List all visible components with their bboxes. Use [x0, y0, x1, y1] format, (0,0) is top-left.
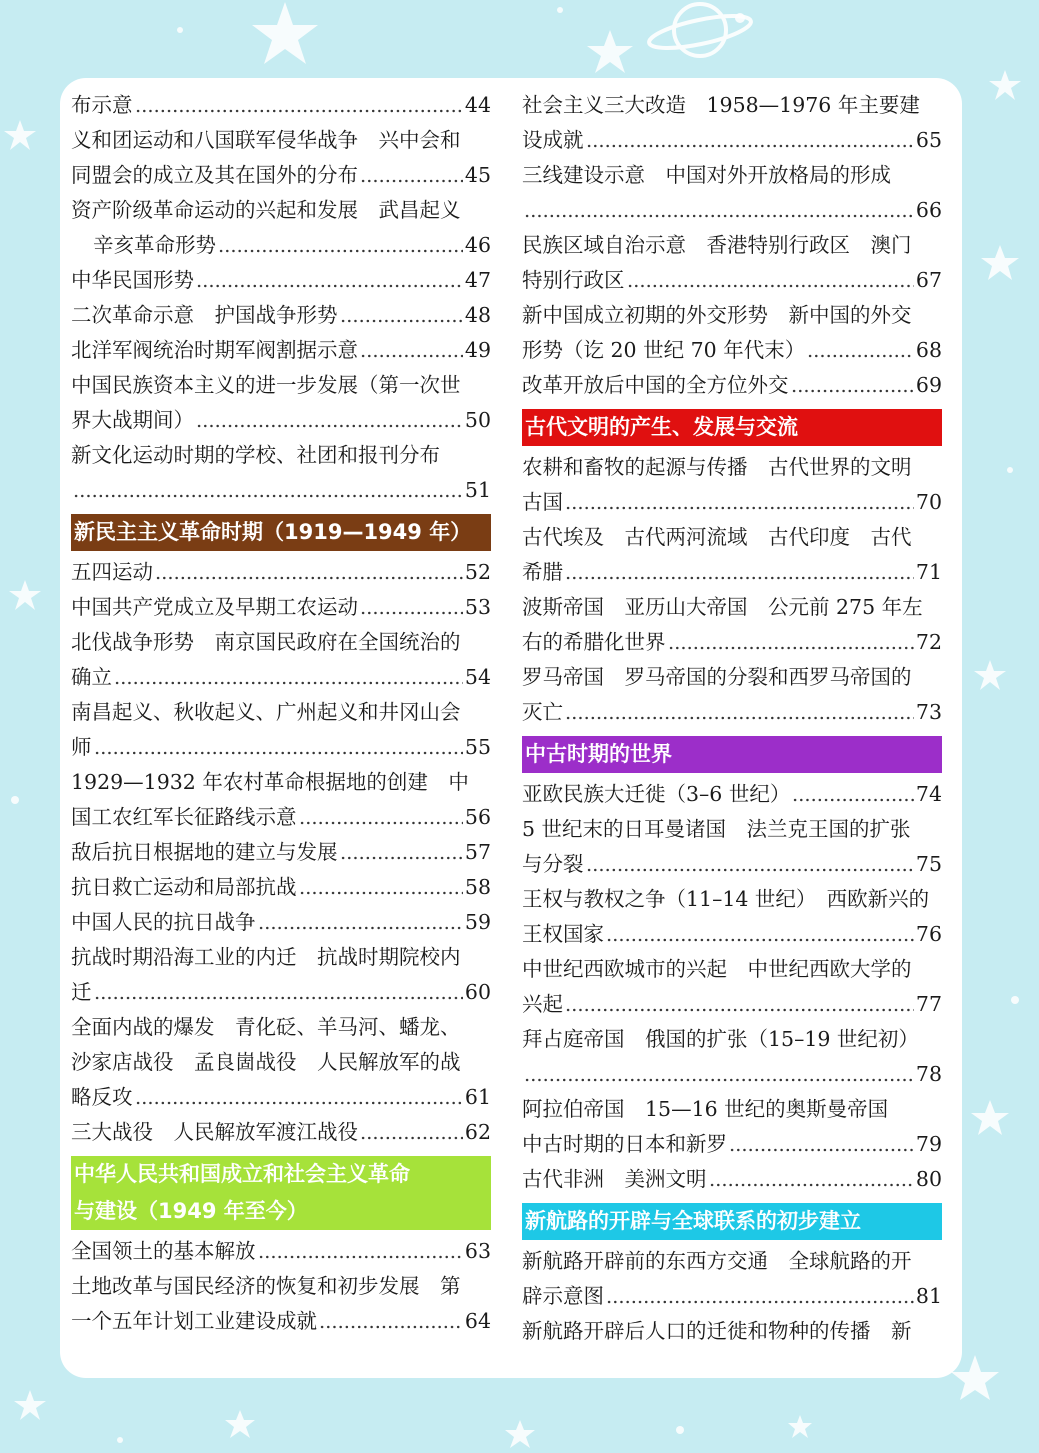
toc-entry[interactable]: [522, 123, 942, 158]
toc-entry-line[interactable]: 义和团运动和八国联军侵华战争 兴中会和: [71, 128, 461, 152]
toc-entry[interactable]: [71, 1115, 491, 1150]
toc-entry[interactable]: [71, 730, 491, 765]
toc-entry[interactable]: [522, 847, 942, 882]
planet-icon: [647, 4, 754, 56]
toc-entry[interactable]: [71, 473, 491, 508]
section-heading-text: 与建设（1949 年至今）: [74, 1199, 308, 1223]
section-heading-text: 新航路的开辟与全球联系的初步建立: [525, 1209, 861, 1233]
dot-leader: [73, 494, 463, 498]
dot-icon: [1011, 996, 1019, 1004]
section-heading: [71, 1156, 491, 1230]
toc-entry-title: 中古时期的日本和新罗: [522, 1132, 727, 1156]
toc-page-number: 44: [464, 93, 491, 117]
dot-icon: [557, 7, 563, 13]
toc-entry-title: 确立: [71, 665, 112, 689]
toc-entry-line[interactable]: 波斯帝国 亚历山大帝国 公元前 275 年左: [522, 595, 923, 619]
toc-page-number: 45: [464, 163, 491, 187]
toc-entry-title: 一个五年计划工业建设成就: [71, 1309, 317, 1333]
star-icon: [971, 1100, 1009, 1135]
toc-entry-line[interactable]: 罗马帝国 罗马帝国的分裂和西罗马帝国的: [522, 665, 912, 689]
toc-page-number: 58: [464, 875, 491, 899]
toc-entry[interactable]: [522, 695, 942, 730]
toc-page-number: 66: [915, 198, 942, 222]
toc-entry[interactable]: [71, 263, 491, 298]
toc-page-number: 81: [915, 1284, 942, 1308]
toc-page-number: 46: [464, 233, 491, 257]
toc-left-column: [71, 88, 491, 1339]
dot-leader: [524, 1078, 914, 1082]
toc-entry-title: 古代非洲 美洲文明: [522, 1167, 707, 1191]
toc-entry-title: 同盟会的成立及其在国外的分布: [71, 163, 358, 187]
dot-leader: [360, 179, 463, 183]
dot-leader: [196, 424, 463, 428]
star-icon: [252, 2, 318, 64]
toc-entry-title: 略反攻: [71, 1085, 133, 1109]
toc-entry-title: 希腊: [522, 560, 563, 584]
toc-page-number: 71: [915, 560, 942, 584]
toc-entry[interactable]: [71, 228, 491, 263]
dot-leader: [360, 354, 463, 358]
toc-entry-title: 设成就: [522, 128, 584, 152]
toc-entry[interactable]: [522, 1057, 942, 1092]
toc-entry[interactable]: [71, 660, 491, 695]
toc-entry-title: 全国领土的基本解放: [71, 1239, 256, 1263]
toc-entry[interactable]: [522, 263, 942, 298]
toc-page-number: 55: [464, 735, 491, 759]
toc-entry-title: 布示意: [71, 93, 133, 117]
toc-entry[interactable]: [71, 1080, 491, 1115]
toc-entry[interactable]: [522, 987, 942, 1022]
dot-leader: [218, 249, 463, 253]
toc-entry-title: 王权国家: [522, 922, 604, 946]
dot-leader: [565, 716, 914, 720]
toc-entry-title: 国工农红军长征路线示意: [71, 805, 297, 829]
toc-entry[interactable]: [71, 905, 491, 940]
toc-entry-line[interactable]: 沙家店战役 孟良崮战役 人民解放军的战: [71, 1050, 461, 1074]
toc-page-number: 67: [915, 268, 942, 292]
toc-entry[interactable]: [71, 403, 491, 438]
star-icon: [505, 1420, 535, 1448]
toc-entry[interactable]: [71, 590, 491, 625]
toc-page-number: 77: [915, 992, 942, 1016]
toc-entry[interactable]: [522, 777, 942, 812]
toc-entry-title: 五四运动: [71, 560, 153, 584]
dot-leader: [155, 576, 463, 580]
toc-entry[interactable]: [71, 975, 491, 1010]
toc-entry-line[interactable]: 中国民族资本主义的进一步发展（第一次世: [71, 373, 461, 397]
toc-entry-title: 亚欧民族大迁徙（3–6 世纪）: [522, 782, 791, 806]
toc-entry[interactable]: [71, 870, 491, 905]
toc-page-number: 51: [464, 478, 491, 502]
toc-page-number: 56: [464, 805, 491, 829]
dot-icon: [11, 796, 19, 804]
dot-leader: [791, 389, 914, 393]
toc-page-number: 50: [464, 408, 491, 432]
dot-leader: [606, 1300, 914, 1304]
toc-page-number: 75: [915, 852, 942, 876]
toc-entry-line[interactable]: 新航路开辟后人口的迁徙和物种的传播 新: [522, 1319, 912, 1343]
toc-entry-line[interactable]: 1929—1932 年农村革命根据地的创建 中: [71, 770, 469, 794]
dot-leader: [807, 354, 914, 358]
toc-entry[interactable]: [522, 917, 942, 952]
toc-entry-line[interactable]: 三线建设示意 中国对外开放格局的形成: [522, 163, 891, 187]
toc-page-number: 70: [915, 490, 942, 514]
dot-icon: [177, 27, 183, 33]
dot-leader: [668, 646, 914, 650]
toc-entry-line[interactable]: 民族区域自治示意 香港特别行政区 澳门: [522, 233, 912, 257]
star-icon: [225, 1410, 255, 1438]
toc-page-number: 78: [915, 1062, 942, 1086]
toc-page-number: 49: [464, 338, 491, 362]
star-icon: [14, 1390, 46, 1420]
toc-entry[interactable]: [71, 158, 491, 193]
section-heading-text: 新民主主义革命时期（1919—1949 年）: [74, 520, 472, 544]
toc-page-number: 52: [464, 560, 491, 584]
toc-entry[interactable]: [71, 88, 491, 123]
dot-leader: [258, 1255, 463, 1259]
star-icon: [788, 1415, 812, 1438]
toc-entry[interactable]: [522, 333, 942, 368]
toc-entry-title: 中国共产党成立及早期工农运动: [71, 595, 358, 619]
toc-entry[interactable]: [522, 1162, 942, 1197]
toc-entry-line[interactable]: 中世纪西欧城市的兴起 中世纪西欧大学的: [522, 957, 912, 981]
toc-entry[interactable]: [71, 555, 491, 590]
star-icon: [4, 120, 36, 150]
toc-page-number: 63: [464, 1239, 491, 1263]
toc-entry-title: 改革开放后中国的全方位外交: [522, 373, 789, 397]
toc-entry[interactable]: [71, 298, 491, 333]
toc-entry[interactable]: [522, 1279, 942, 1314]
section-heading: [522, 736, 942, 773]
toc-entry-title: 古国: [522, 490, 563, 514]
dot-leader: [135, 1101, 463, 1105]
toc-entry-title: 右的希腊化世界: [522, 630, 666, 654]
toc-entry-line[interactable]: 社会主义三大改造 1958—1976 年主要建: [522, 93, 920, 117]
dot-leader: [709, 1183, 914, 1187]
toc-entry[interactable]: [71, 835, 491, 870]
toc-entry-title: 形势（讫 20 世纪 70 年代末）: [522, 338, 806, 362]
toc-entry[interactable]: [522, 368, 942, 403]
toc-entry-title: 二次革命示意 护国战争形势: [71, 303, 338, 327]
toc-page-number: 79: [915, 1132, 942, 1156]
toc-page-number: 68: [915, 338, 942, 362]
toc-page-number: 47: [464, 268, 491, 292]
toc-entry-line[interactable]: 土地改革与国民经济的恢复和初步发展 第: [71, 1274, 461, 1298]
toc-entry[interactable]: [71, 333, 491, 368]
dot-leader: [524, 214, 914, 218]
dot-icon: [1007, 467, 1013, 473]
toc-entry[interactable]: [71, 800, 491, 835]
toc-page-number: 57: [464, 840, 491, 864]
toc-entry-title: 界大战期间）: [71, 408, 194, 432]
toc-entry-line[interactable]: 抗战时期沿海工业的内迁 抗战时期院校内: [71, 945, 461, 969]
dot-leader: [565, 576, 914, 580]
star-icon: [974, 660, 1006, 690]
toc-page-number: 61: [464, 1085, 491, 1109]
toc-entry-title: 辟示意图: [522, 1284, 604, 1308]
dot-leader: [94, 996, 463, 1000]
toc-entry-line[interactable]: 古代埃及 古代两河流域 古代印度 古代: [522, 525, 912, 549]
toc-page-number: 74: [915, 782, 942, 806]
section-heading-text: 中华人民共和国成立和社会主义革命: [74, 1162, 410, 1186]
dot-leader: [196, 284, 463, 288]
toc-entry-title: 敌后抗日根据地的建立与发展: [71, 840, 338, 864]
dot-leader: [729, 1148, 914, 1152]
dot-leader: [792, 798, 914, 802]
dot-leader: [135, 109, 463, 113]
toc-entry-line[interactable]: 新文化运动时期的学校、社团和报刊分布: [71, 443, 440, 467]
toc-entry[interactable]: [522, 485, 942, 520]
dot-icon: [676, 1426, 684, 1434]
toc-entry-title: 特别行政区: [522, 268, 625, 292]
dot-leader: [94, 751, 463, 755]
star-icon: [587, 30, 633, 73]
toc-page-number: 53: [464, 595, 491, 619]
dot-leader: [360, 611, 463, 615]
toc-entry-line[interactable]: 新航路开辟前的东西方交通 全球航路的开: [522, 1249, 912, 1273]
toc-entry-line[interactable]: 全面内战的爆发 青化砭、羊马河、蟠龙、: [71, 1015, 461, 1039]
toc-page-number: 54: [464, 665, 491, 689]
dot-leader: [565, 1008, 914, 1012]
section-heading-text: 古代文明的产生、发展与交流: [525, 415, 798, 439]
dot-leader: [627, 284, 914, 288]
dot-leader: [299, 821, 463, 825]
toc-page-number: 48: [464, 303, 491, 327]
toc-page-number: 60: [464, 980, 491, 1004]
star-icon: [981, 245, 1019, 280]
toc-page-number: 73: [915, 700, 942, 724]
toc-entry[interactable]: [71, 1304, 491, 1339]
toc-entry-line[interactable]: 王权与教权之争（11–14 世纪） 西欧新兴的: [522, 887, 930, 911]
toc-entry-line[interactable]: 农耕和畜牧的起源与传播 古代世界的文明: [522, 455, 912, 479]
toc-page-number: 59: [464, 910, 491, 934]
toc-entry-title: 中国人民的抗日战争: [71, 910, 256, 934]
toc-entry-title: 中华民国形势: [71, 268, 194, 292]
toc-entry-title: 三大战役 人民解放军渡江战役: [71, 1120, 358, 1144]
dot-leader: [340, 856, 463, 860]
toc-page-number: 69: [915, 373, 942, 397]
toc-entry-title: 灭亡: [522, 700, 563, 724]
toc-page-number: 64: [464, 1309, 491, 1333]
section-heading: [71, 514, 491, 551]
dot-leader: [586, 144, 914, 148]
dot-leader: [258, 926, 463, 930]
toc-entry-line[interactable]: 5 世纪末的日耳曼诸国 法兰克王国的扩张: [522, 817, 911, 841]
toc-page-number: 65: [915, 128, 942, 152]
toc-entry-line[interactable]: 新中国成立初期的外交形势 新中国的外交: [522, 303, 912, 327]
toc-entry-line[interactable]: 南昌起义、秋收起义、广州起义和井冈山会: [71, 700, 461, 724]
dot-leader: [606, 938, 914, 942]
toc-entry-title: 与分裂: [522, 852, 584, 876]
toc-page-number: 80: [915, 1167, 942, 1191]
toc-entry-title: 兴起: [522, 992, 563, 1016]
section-heading: [522, 409, 942, 446]
section-heading-text: 中古时期的世界: [525, 742, 672, 766]
dot-leader: [299, 891, 463, 895]
dot-leader: [319, 1325, 463, 1329]
toc-entry[interactable]: [522, 1127, 942, 1162]
toc-entry-line[interactable]: 北伐战争形势 南京国民政府在全国统治的: [71, 630, 461, 654]
toc-page-number: 72: [915, 630, 942, 654]
dot-leader: [340, 319, 463, 323]
star-icon: [9, 580, 41, 610]
toc-entry-line[interactable]: 资产阶级革命运动的兴起和发展 武昌起义: [71, 198, 461, 222]
toc-entry[interactable]: [522, 193, 942, 228]
toc-right-column: [522, 88, 942, 1349]
toc-entry[interactable]: [522, 555, 942, 590]
toc-page-number: 76: [915, 922, 942, 946]
toc-entry-title: 辛亥革命形势: [93, 233, 216, 257]
toc-entry-title: 迁: [71, 980, 92, 1004]
toc-entry[interactable]: [522, 625, 942, 660]
toc-entry-line[interactable]: 阿拉伯帝国 15—16 世纪的奥斯曼帝国: [522, 1097, 889, 1121]
section-heading: [522, 1203, 942, 1240]
dot-leader: [586, 868, 914, 872]
toc-entry-title: 师: [71, 735, 92, 759]
toc-entry-title: 抗日救亡运动和局部抗战: [71, 875, 297, 899]
dot-leader: [565, 506, 914, 510]
dot-icon: [117, 1437, 123, 1443]
toc-entry-title: 北洋军阀统治时期军阀割据示意: [71, 338, 358, 362]
star-icon: [989, 70, 1021, 100]
toc-entry-line[interactable]: 拜占庭帝国 俄国的扩张（15–19 世纪初）: [522, 1027, 919, 1051]
dot-leader: [114, 681, 463, 685]
toc-entry[interactable]: [71, 1234, 491, 1269]
dot-leader: [360, 1136, 463, 1140]
toc-page-number: 62: [464, 1120, 491, 1144]
